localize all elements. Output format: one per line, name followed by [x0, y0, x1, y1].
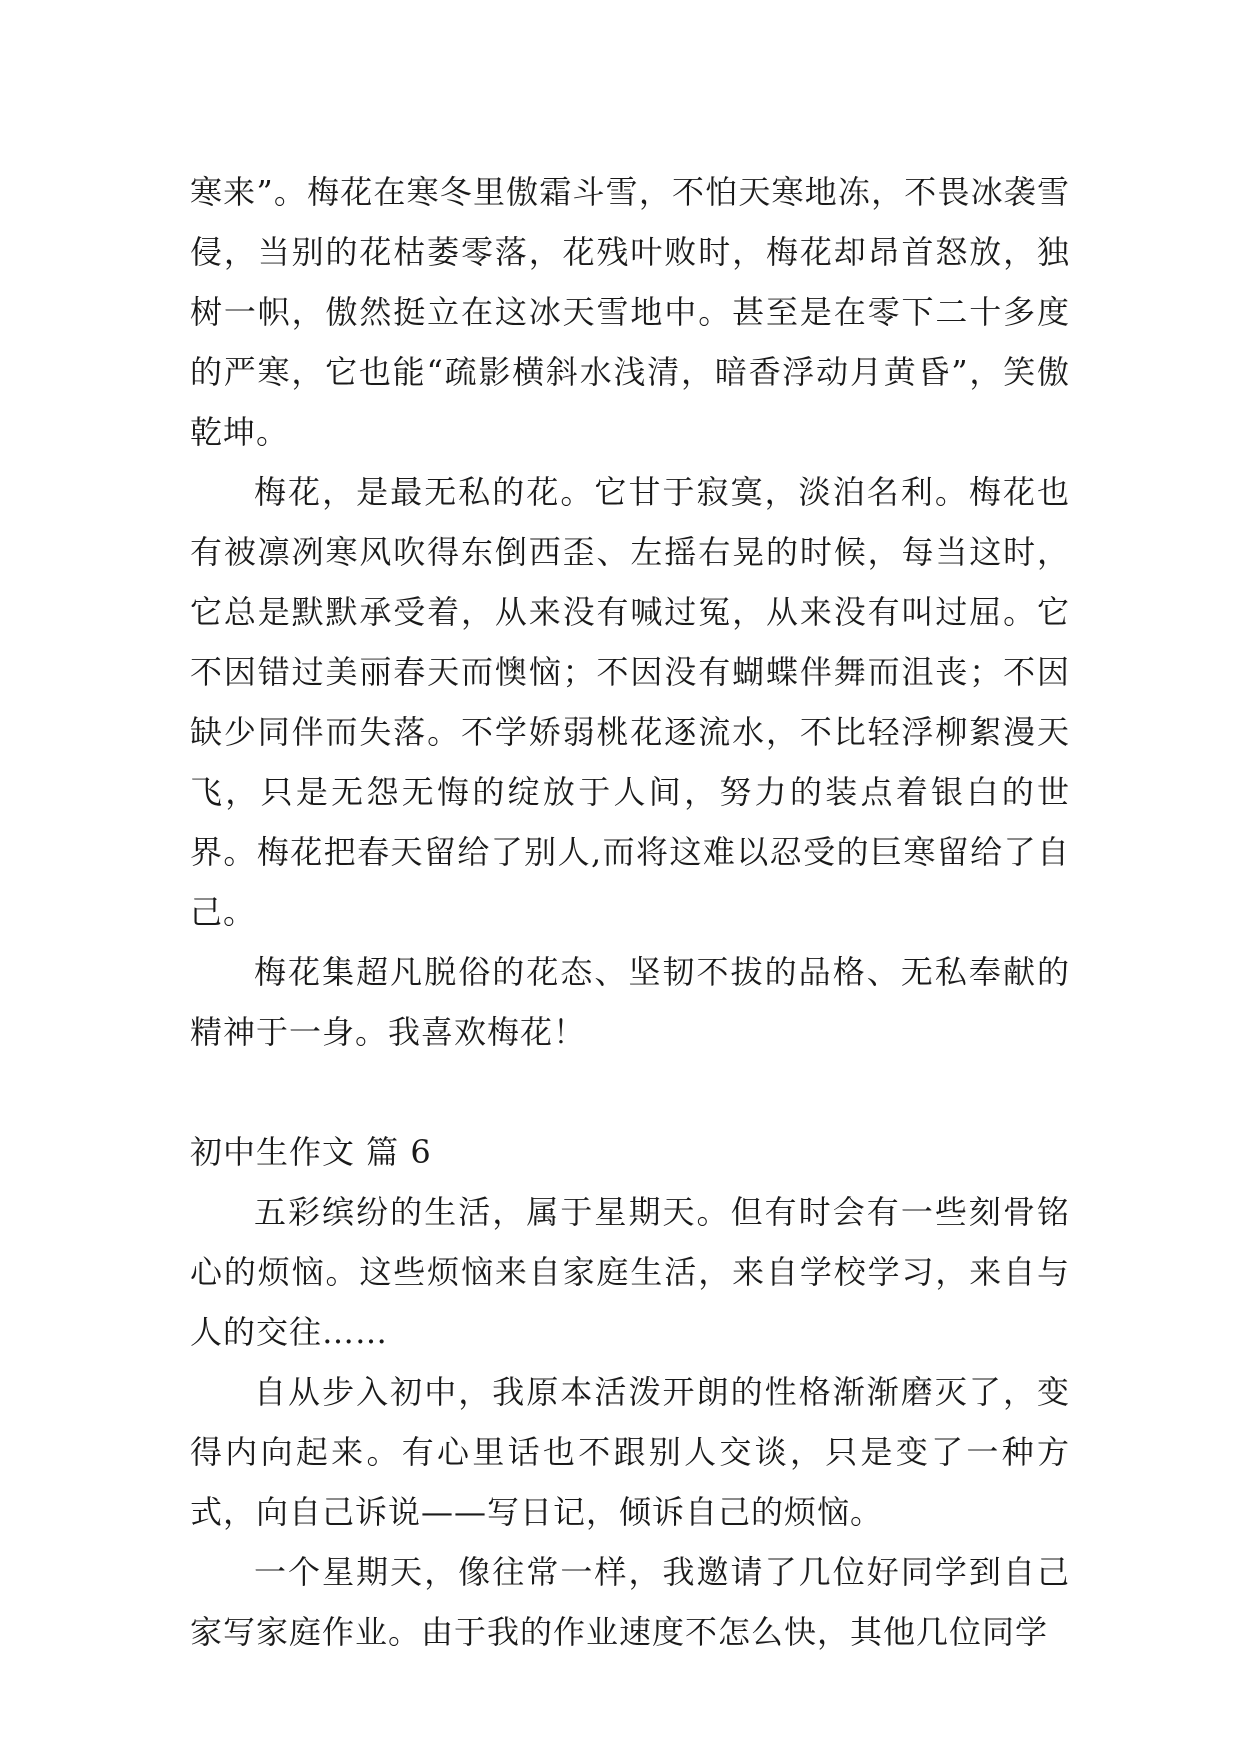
paragraph: 五彩缤纷的生活，属于星期天。但有时会有一些刻骨铭心的烦恼。这些烦恼来自家庭生活，来自学校学习，来自与人的交往……	[190, 1193, 1070, 1351]
section-spacer	[190, 1062, 1070, 1122]
paragraph: 梅花，是最无私的花。它甘于寂寞，淡泊名利。梅花也有被凛冽寒风吹得东倒西歪、左摇右晃的时候，每当这时，它总是默默承受着，从来没有喊过冤，从来没有叫过屈。它不因错过美丽春天而懊恼；不因没有蝴蝶伴舞而沮丧；不因缺少同伴而失落。不学娇弱桃花逐流水，不比轻浮柳絮漫天飞，只是无怨无悔的绽放于人间，努力的装点着银白的世界。梅花把春天留给了别人,而将这难以忍受的巨寒留给了自己。	[190, 473, 1070, 931]
section-heading: 初中生作文 篇 6	[190, 1133, 432, 1171]
paragraph: 寒来”。梅花在寒冬里傲霜斗雪，不怕天寒地冻，不畏冰袭雪侵，当别的花枯萎零落，花残叶败时，梅花却昂首怒放，独树一帜，傲然挺立在这冰天雪地中。甚至是在零下二十多度的严寒，它也能“疏影横斜水浅清，暗香浮动月黄昏”，笑傲乾坤。	[190, 173, 1070, 451]
document-body	[190, 162, 1070, 1662]
paragraph: 自从步入初中，我原本活泼开朗的性格渐渐磨灭了，变得内向起来。有心里话也不跟别人交谈，只是变了一种方式，向自己诉说——写日记，倾诉自己的烦恼。	[190, 1373, 1070, 1531]
paragraph: 一个星期天，像往常一样，我邀请了几位好同学到自己家写家庭作业。由于我的作业速度不怎么快，其他几位同学	[190, 1553, 1070, 1651]
paragraph: 梅花集超凡脱俗的花态、坚韧不拔的品格、无私奉献的精神于一身。我喜欢梅花！	[190, 953, 1070, 1051]
